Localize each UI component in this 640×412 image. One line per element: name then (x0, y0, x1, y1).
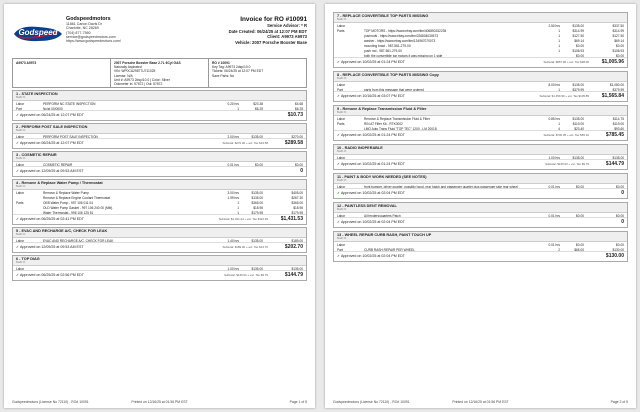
line-type: Labor (337, 185, 346, 189)
line-amount: $365.00 (291, 201, 303, 205)
line-description: RIN AT Filter Kit - RTK0002 (364, 122, 403, 126)
job-tech: Tech: K (337, 110, 347, 114)
job-tech: Tech: K (16, 128, 26, 132)
vehicle-name: Vehicle: 2007 Porsche Boxster Base (235, 39, 307, 45)
line-description: LMO Auto Trans Fluid "TOP TEC" 1200 - LM 20018 (364, 127, 437, 131)
line-type: Labor (337, 83, 346, 87)
line-description: CURB RASH REPAIR PER WHEEL (364, 248, 415, 252)
job-title: 12 - PAINTLESS DENT REMOVAL (337, 204, 397, 208)
line-rate: $65.00 (574, 248, 584, 252)
godspeed-logo (12, 24, 64, 44)
approval-status (337, 220, 405, 224)
job-title: 11 - PAINT & BODY WORK NEEDED (SEE NOTES) (337, 175, 427, 179)
job-total: $144.79 (605, 161, 624, 167)
approval-text: Approved on 06/25/25 at 02:41 PM EDT (20, 217, 84, 221)
line-description: OLD Water Pump Gasket - 997 106 240 00 (Mfd) (43, 206, 113, 210)
job-subtotal: Subtotal: $957.96 + ext. Tax $38.00 (543, 60, 589, 64)
line-type: Labor (16, 239, 25, 243)
line-quantity: 0.01 hrs (227, 163, 239, 167)
shop-address-2: Charlotte, NC 28269 (66, 26, 99, 31)
line-amount: $4.68 (295, 102, 303, 106)
line-quantity: 2.50 hrs (548, 24, 560, 28)
job-tech: Tech: K (16, 260, 26, 264)
job-subtotal: Subtotal: $1,459.99 + ext. Tax $105.85 (539, 94, 589, 98)
job-title: 1 - STATE INSPECTION (16, 92, 58, 96)
job-subtotal: Subtotal: $189.00 + ext. Tax $13.70 (222, 245, 268, 249)
line-amount: $337.50 (612, 24, 624, 28)
line-quantity: 8.00 hrs (548, 83, 560, 87)
line-quantity: 1 (558, 122, 560, 126)
job-card (333, 231, 628, 262)
job-total: 0 (300, 168, 303, 174)
job-card (333, 173, 628, 199)
approval-text: Approved on 10/02/25 at 01:24 PM EDT (341, 133, 405, 137)
job-card-header (13, 91, 306, 101)
job-card-footer (13, 110, 306, 120)
job-tech: Tech: K (337, 76, 347, 80)
invoice-summary (229, 16, 307, 45)
line-description: both the convertible top motors it was missing on 1 side (364, 54, 443, 58)
job-card-footer (13, 214, 306, 224)
line-type: Labor (16, 102, 25, 106)
line-quantity: 1 (237, 201, 239, 205)
client-name: Client: A9973 A9973 (267, 34, 307, 40)
job-total: $1,431.53 (280, 216, 303, 222)
approval-text: Approved on 12/09/25 at 09:53 AM EST (20, 169, 84, 173)
checkmark-icon: ✓ (337, 191, 342, 195)
line-quantity: 1 (558, 34, 560, 38)
checkmark-icon: ✓ (16, 245, 21, 249)
line-rate: $0.00 (255, 163, 263, 167)
approval-status (337, 162, 405, 166)
job-card-header (334, 72, 627, 82)
job-card-header (13, 124, 306, 134)
line-rate: $135.00 (251, 191, 263, 195)
line-type: Labor (337, 24, 346, 28)
line-description: Remove & Replace Water Pump (43, 191, 89, 195)
line-rate: $0.00 (576, 44, 584, 48)
job-card-header (334, 232, 627, 242)
approval-text: Approved on 06/25/25 at 02:56 PM EDT (20, 273, 84, 277)
job-lines (13, 190, 306, 216)
job-total: $10.73 (287, 112, 303, 118)
line-type: Labor (16, 163, 25, 167)
vehicle-info-box (12, 58, 307, 88)
job-lines (334, 23, 627, 59)
line-description: pushrods - https://www.ebay.com/itm/226804030573 (364, 34, 439, 38)
approval-text: Approved on 12/09/25 at 09:53 AM EST (20, 245, 84, 249)
job-card-header (13, 152, 306, 162)
line-type: Parts (337, 29, 345, 33)
line-rate: $135.00 (251, 135, 263, 139)
job-card-footer (13, 166, 306, 176)
approval-text: Approved on 06/24/25 at 12:07 PM EDT (20, 141, 84, 145)
line-amount: $119.00 (612, 122, 624, 126)
line-amount: $93.60 (614, 127, 624, 131)
line-amount: $0.00 (616, 54, 624, 58)
line-description: parts from this message that were ordered (364, 88, 424, 92)
job-subtotal: Subtotal: $270.00 + ext. Tax $19.58 (222, 141, 268, 145)
line-amount: $0.00 (616, 214, 624, 218)
line-quantity: 3.00 hrs (227, 191, 239, 195)
approval-text: Approved on 10/02/25 at 02:04 PM EDT (341, 220, 405, 224)
line-amount: $135.00 (612, 156, 624, 160)
line-amount: $0.00 (616, 243, 624, 247)
job-total: 0 (621, 190, 624, 196)
job-tech: Tech: K (337, 178, 347, 182)
approval-status (337, 254, 405, 258)
job-card-footer (334, 251, 627, 261)
line-rate: $18.95 (253, 206, 263, 210)
job-card-footer (334, 91, 627, 101)
line-description: push rod - 987-561-279-00 (364, 49, 402, 53)
line-rate: $127.50 (572, 34, 584, 38)
line-type: Part (337, 248, 343, 252)
line-description: PERFORM POST SALE INSPECTION (43, 135, 98, 139)
line-rate: $135.00 (572, 117, 584, 121)
line-rate: $135.00 (572, 83, 584, 87)
line-quantity: 1.00 hrs (548, 156, 560, 160)
job-card-header (334, 174, 627, 184)
approval-text: Approved on 10/02/25 at 01:24 PM EDT (341, 60, 405, 64)
line-type: Part (337, 88, 343, 92)
line-amount: $108.93 (612, 49, 624, 53)
line-quantity: 1.99 hrs (227, 196, 239, 200)
job-total: $785.45 (605, 132, 624, 138)
line-quantity: 4 (558, 127, 560, 131)
job-card (12, 227, 307, 253)
line-amount: $0.00 (616, 185, 624, 189)
shop-address-1: 11861 Canon Davis Dr (66, 22, 103, 26)
line-rate: $135.00 (572, 24, 584, 28)
job-card-header (13, 228, 306, 238)
line-rate: $365.00 (251, 201, 263, 205)
job-card (333, 202, 628, 228)
job-card-footer (334, 57, 627, 67)
job-tech: Tech: K (16, 156, 26, 160)
page-footer (333, 400, 628, 405)
line-rate: $135.00 (251, 267, 263, 271)
job-card (333, 12, 628, 68)
line-amount: $18.95 (293, 206, 303, 210)
line-amount: $189.00 (291, 239, 303, 243)
approval-status (16, 217, 84, 221)
line-description: Remove & Replace Engine Coolant Thermostat (43, 196, 111, 200)
job-card (333, 144, 628, 170)
line-type: Labor (337, 214, 346, 218)
line-description: COSMETIC REPAIR (43, 163, 73, 167)
job-subtotal: Subtotal: $135.00 + ext. Tax $9.79 (545, 162, 589, 166)
line-description: PERFORM NC STATE INSPECTION (43, 102, 96, 106)
line-quantity: 1 (558, 49, 560, 53)
job-total: $202.70 (284, 244, 303, 250)
line-amount: $405.00 (291, 191, 303, 195)
job-subtotal: Subtotal: $730.35 + ext. Tax $55.10 (543, 133, 589, 137)
line-quantity: 1.40 hrs (227, 239, 239, 243)
job-card-header (334, 106, 627, 116)
job-card (333, 105, 628, 141)
line-rate: $119.00 (572, 122, 584, 126)
page-footer (12, 400, 307, 405)
checkmark-icon: ✓ (16, 113, 21, 117)
job-total: $1,565.84 (601, 93, 624, 99)
job-card (12, 151, 307, 177)
approval-text: Approved on 10/02/25 at 02:04 PM EDT (341, 254, 405, 258)
job-card-footer (13, 270, 306, 280)
line-quantity: 1 (237, 206, 239, 210)
checkmark-icon: ✓ (16, 169, 21, 173)
job-title: 7 - REPLACE CONVERTIBLE TOP PARTS MISSING (337, 14, 429, 18)
job-tech: Tech: K (337, 17, 347, 21)
job-tech: Tech: K (16, 184, 26, 188)
line-quantity: 1 (558, 39, 560, 43)
job-total: 0 (621, 219, 624, 225)
job-subtotal: Subtotal: $1,321.24 + ext. Tax $110.29 (218, 217, 268, 221)
vehicle-box-client: A9973 A9973 (13, 59, 111, 87)
line-quantity: 1 (558, 88, 560, 92)
line-description: Nc/st 00/0000 (43, 107, 63, 111)
line-rate: $0.00 (576, 185, 584, 189)
line-description: Water Thermostat - 996 106 125 51 (43, 211, 94, 215)
job-title: 6 - TOP DIAG (16, 257, 40, 261)
line-rate: $23.38 (253, 102, 263, 106)
checkmark-icon: ✓ (337, 133, 342, 137)
line-rate: $6.25 (255, 107, 263, 111)
line-description: front bumper, driver quarter, possibly hood, rear hatch and passenger quarter plus passenger side rear wheel (364, 185, 518, 189)
line-description: EVAC AND RECHARGE A/C, CHECK FOR LEAK (43, 239, 114, 243)
job-card-header (334, 13, 627, 23)
job-card-footer (13, 242, 306, 252)
checkmark-icon: ✓ (337, 162, 342, 166)
line-rate: $379.99 (572, 88, 584, 92)
line-quantity: 0.01 hrs (548, 214, 560, 218)
line-rate: $23.40 (574, 127, 584, 131)
service-advisor: Service Advisor: * R (267, 23, 307, 29)
approval-status (16, 113, 84, 117)
approval-text: Approved on 06/24/25 at 12:07 PM EDT (20, 113, 84, 117)
line-quantity: 1 (558, 44, 560, 48)
job-title: 8 - REPLACE CONVERTIBLE TOP PARTS MISSING Copy (337, 73, 439, 77)
line-amount: $314.99 (612, 29, 624, 33)
job-card (12, 123, 307, 149)
line-quantity: 2.00 hrs (227, 135, 239, 139)
line-type: Labor (16, 267, 25, 271)
line-type: Labor (16, 191, 25, 195)
approval-status (16, 273, 84, 277)
shop-info (66, 16, 121, 43)
line-amount: $270.00 (291, 135, 303, 139)
approval-status (16, 141, 84, 145)
checkmark-icon: ✓ (16, 141, 21, 145)
line-amount: $6.25 (295, 107, 303, 111)
footer-printed: Printed on 12/16/25 at 01:56 PM EST (131, 400, 188, 404)
job-title: 5 - EVAC AND RECHARGE A/C, CHECK FOR LEAK (16, 229, 108, 233)
invoice-page-2 (325, 4, 636, 408)
line-quantity: 1.00 hrs (227, 267, 239, 271)
svg-text:Godspeed: Godspeed (18, 28, 58, 37)
line-type: Part (16, 107, 22, 111)
line-rate: $0.00 (576, 214, 584, 218)
job-card (12, 90, 307, 121)
line-rate: $0.00 (576, 54, 584, 58)
footer-printed: Printed on 12/16/25 at 01:56 PM EST (452, 400, 509, 404)
line-quantity: 1 (237, 211, 239, 215)
job-tech: Tech: K (337, 149, 347, 153)
job-card-header (13, 180, 306, 190)
footer-page-number: Page 1 of 5 (289, 400, 307, 404)
vehicle-box-ro: RO # 10091 Key Tag: A9973 2dsp/10.0 Tickets: 06/24/25 at 12:07 PM EDT Save Parts: No (212, 61, 264, 78)
line-quantity: 0.20 hrs (227, 102, 239, 106)
line-description: mounting bract - 987-561-279-00 (364, 44, 411, 48)
checkmark-icon: ✓ (16, 217, 21, 221)
job-title: 10 - RADIO INOPERABLE (337, 146, 383, 150)
line-type: Parts (337, 122, 345, 126)
shop-website[interactable]: https://www.godspeedmotors.com/ (66, 39, 121, 44)
line-amount: $0.00 (295, 163, 303, 167)
line-amount: $379.99 (612, 88, 624, 92)
line-amount: $1,080.00 (609, 83, 624, 87)
line-quantity: 0.01 hrs (548, 243, 560, 247)
approval-status (337, 191, 405, 195)
line-type: Labor (337, 243, 346, 247)
checkmark-icon: ✓ (16, 273, 21, 277)
invoice-page-1 (4, 4, 315, 408)
line-description: All fenders/quarters Patch (364, 214, 401, 218)
line-description: OEB Water Pump - 997 106 011 04 (43, 201, 93, 205)
job-card-header (334, 145, 627, 155)
line-type: Labor (16, 135, 25, 139)
line-quantity: 0.01 hrs (548, 185, 560, 189)
checkmark-icon: ✓ (337, 94, 342, 98)
shop-email[interactable]: service@godspeedmotors.com (66, 34, 116, 39)
approval-status (16, 245, 84, 249)
line-amount: $179.95 (291, 211, 303, 215)
approval-status (337, 60, 405, 64)
job-card-footer (334, 130, 627, 140)
date-created: Date Created: 06/24/25 at 12:07 PM EDT (228, 28, 307, 34)
job-tech: Tech: K (16, 232, 26, 236)
line-description: washer - https://www.ebay.com/itm/134967070073 (364, 39, 436, 43)
approval-status (337, 133, 405, 137)
line-amount: $267.30 (291, 196, 303, 200)
line-description: TOP MOTORS - https://www.ebay.com/itm/406850152235 (364, 29, 447, 33)
shop-phone: (704) 877-7560 (66, 30, 91, 35)
job-tech: Tech: K (337, 236, 347, 240)
line-rate: $135.00 (572, 156, 584, 160)
line-amount: $127.50 (612, 34, 624, 38)
job-card-footer (334, 188, 627, 198)
vehicle-box-details: 2007 Porsche Boxster Base 2.7L 6Cyl GAS Naturally Aspirated VIN: WP0CA29877U711025 License: N/A Unit #: A9973 2dsp/10.0 | Color: Silver Odometer In: 57572 | Out: 57572 (111, 59, 209, 87)
line-rate: $69.14 (574, 39, 584, 43)
job-title: 9 - Remove & Replace Transmission Fluid & Filter (337, 107, 427, 111)
job-card-footer (334, 217, 627, 227)
job-total: $1,005.96 (601, 59, 624, 65)
footer-shop: Godspeedmotors (License No 72110) - RO# 10091 (333, 400, 410, 404)
line-rate: $314.99 (572, 29, 584, 33)
job-card (12, 179, 307, 225)
line-type: Labor (337, 117, 346, 121)
line-amount: $135.00 (291, 267, 303, 271)
line-quantity: 0.85 hrs (548, 117, 560, 121)
job-card-header (334, 203, 627, 213)
invoice-header (4, 4, 315, 54)
line-amount: $130.00 (612, 248, 624, 252)
line-amount: $114.75 (612, 117, 624, 121)
footer-page-number: Page 2 of 5 (610, 400, 628, 404)
line-amount: $69.14 (614, 39, 624, 43)
line-quantity: 1 (237, 107, 239, 111)
checkmark-icon: ✓ (337, 220, 342, 224)
line-type: Labor (337, 156, 346, 160)
line-rate: $135.00 (251, 196, 263, 200)
job-total: $144.79 (284, 272, 303, 278)
line-rate: $0.00 (576, 243, 584, 247)
shop-name: Godspeedmotors (66, 16, 111, 22)
approval-text: Approved on 10/16/25 at 03:07 PM EDT (341, 94, 405, 98)
approval-text: Approved on 10/02/25 at 02:04 PM EDT (341, 191, 405, 195)
job-card (333, 71, 628, 102)
approval-text: Approved on 10/02/25 at 01:24 PM EDT (341, 162, 405, 166)
job-title: 3 - COSMETIC REPAIR (16, 153, 57, 157)
line-rate: $179.95 (251, 211, 263, 215)
job-total: $130.00 (605, 253, 624, 259)
job-card-footer (334, 159, 627, 169)
job-card-header (13, 256, 306, 266)
job-tech: Tech: K (337, 207, 347, 211)
line-rate: $108.93 (572, 49, 584, 53)
job-subtotal: Subtotal: $135.00 + ext. Tax $9.79 (224, 273, 268, 277)
checkmark-icon: ✓ (337, 60, 342, 64)
line-quantity: 1 (558, 29, 560, 33)
invoice-title: Invoice for RO #10091 (240, 16, 307, 23)
job-total: $289.58 (284, 140, 303, 146)
line-type: Parts (16, 201, 24, 205)
footer-shop: Godspeedmotors (License No 72110) - RO# 10091 (12, 400, 89, 404)
job-tech: Tech: K (16, 95, 26, 99)
approval-status (16, 169, 84, 173)
job-title: 4 - Remove & Replace Water Pump / Thermostat (16, 181, 103, 185)
line-amount: $0.00 (616, 44, 624, 48)
line-description: Remove & Replace Transmission Fluid & Filter (364, 117, 430, 121)
line-rate: $135.00 (251, 239, 263, 243)
line-quantity: 2 (558, 248, 560, 252)
job-title: 13 - WHEEL REPAIR CURB RASH, PAINT TOUCH UP (337, 233, 432, 237)
job-card (12, 255, 307, 281)
checkmark-icon: ✓ (337, 254, 342, 258)
job-title: 2 - PERFORM POST SALE INSPECTION (16, 125, 88, 129)
job-card-footer (13, 138, 306, 148)
approval-status (337, 94, 405, 98)
